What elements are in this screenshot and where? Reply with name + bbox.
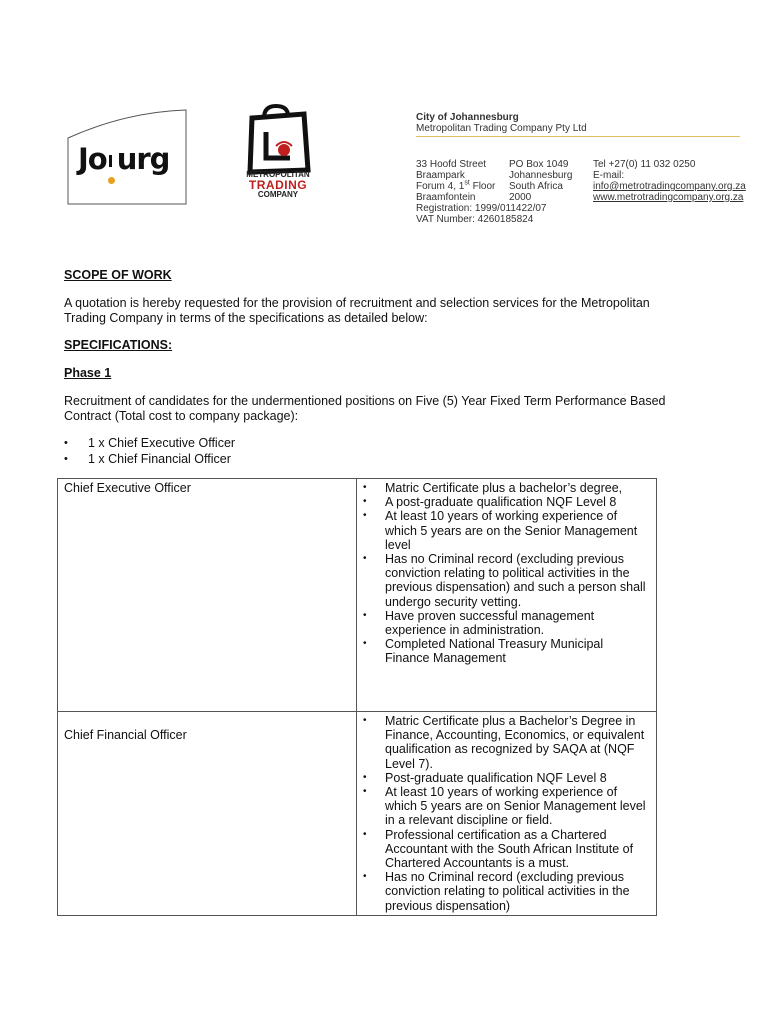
list-item: • Matric Certificate plus a Bachelor’s Degree in Finance, Accounting, Economics, or equivalent qualification as recognized by SAQA at (NQF Level 7). — [363, 714, 650, 771]
table-row — [58, 712, 657, 916]
position-cell: Chief Executive Officer — [58, 479, 357, 712]
phase-line: Contract (Total cost to company package): — [64, 409, 299, 423]
joburg-logo: Jo urg — [78, 142, 169, 176]
intro-line: A quotation is hereby requested for the provision of recruitment and selection services for the Metropolitan — [64, 296, 650, 310]
letterhead-rule — [416, 136, 740, 137]
address-line: 33 Hoofd Street — [416, 159, 487, 170]
email-link[interactable]: info@metrotradingcompany.org.za — [593, 181, 746, 192]
letterhead-subtitle: Metropolitan Trading Company Pty Ltd — [416, 123, 587, 134]
street-address — [416, 159, 495, 203]
postal-line: South Africa — [509, 181, 563, 192]
phase-heading: Phase 1 — [64, 366, 112, 380]
list-item: • Professional certification as a Chartered Accountant with the South African Institute of Chartered Accountants is a must. — [363, 828, 650, 871]
list-item: • Has no Criminal record (excluding previous conviction relating to political activities in the previous dispensation) — [363, 870, 650, 913]
requirements-list — [363, 481, 650, 666]
list-item: • At least 10 years of working experience of which 5 years are on Senior Management level in a relevant discipline or field. — [363, 785, 650, 828]
contact-details — [593, 159, 746, 203]
requirements-cell — [357, 479, 657, 712]
email-label: E-mail: — [593, 170, 625, 181]
position-label: Chief Financial Officer — [64, 728, 187, 742]
list-item: • Matric Certificate plus a bachelor’s degree, — [363, 481, 650, 495]
postal-line: 2000 — [509, 192, 532, 203]
specifications-heading: SPECIFICATIONS: — [64, 338, 173, 352]
list-item: • Have proven successful management experience in administration. — [363, 609, 650, 637]
list-item: • 1 x Chief Executive Officer — [64, 435, 235, 451]
phase-line: Recruitment of candidates for the undermentioned positions on Five (5) Year Fixed Term Performance Based — [64, 394, 666, 408]
position-cell — [58, 712, 357, 916]
address-line: Braampark — [416, 170, 465, 181]
positions-list — [64, 435, 235, 467]
vat-number: VAT Number: 4260185824 — [416, 214, 534, 225]
requirements-list — [363, 714, 650, 913]
mtc-logo-line2: TRADING — [248, 178, 308, 192]
address-line: Forum 4, 1st Floor — [416, 179, 496, 192]
list-item: • A post-graduate qualification NQF Level 8 — [363, 495, 650, 509]
postal-address — [509, 159, 572, 203]
mtc-logo-line3: COMPANY — [257, 190, 299, 197]
phase-description — [64, 394, 665, 424]
table-row — [58, 479, 657, 712]
scope-intro — [64, 296, 650, 326]
list-item: • 1 x Chief Financial Officer — [64, 451, 235, 467]
website-link[interactable]: www.metrotradingcompany.org.za — [593, 192, 744, 203]
address-line: Braamfontein — [416, 192, 476, 203]
postal-line: Johannesburg — [509, 170, 573, 181]
list-item: • Has no Criminal record (excluding previous conviction relating to political activities in the previous dispensation) and such a person shall undergo security vetting. — [363, 552, 650, 609]
requirements-cell — [357, 712, 657, 916]
registration-number: Registration: 1999/011422/07 — [416, 203, 547, 214]
list-item: • Completed National Treasury Municipal Finance Management — [363, 637, 650, 665]
scope-heading: SCOPE OF WORK — [64, 268, 172, 282]
phone-number: Tel +27(0) 11 032 0250 — [593, 159, 696, 170]
list-item: • Post-graduate qualification NQF Level 8 — [363, 771, 650, 785]
requirements-table — [57, 478, 657, 916]
intro-line: Trading Company in terms of the specifications as detailed below: — [64, 311, 428, 325]
mtc-logo-line1: METROPOLITAN — [246, 170, 310, 179]
letterhead-title: City of Johannesburg — [416, 112, 519, 123]
postal-line: PO Box 1049 — [509, 159, 569, 170]
list-item: • At least 10 years of working experience of which 5 years are on the Senior Management level — [363, 509, 650, 552]
